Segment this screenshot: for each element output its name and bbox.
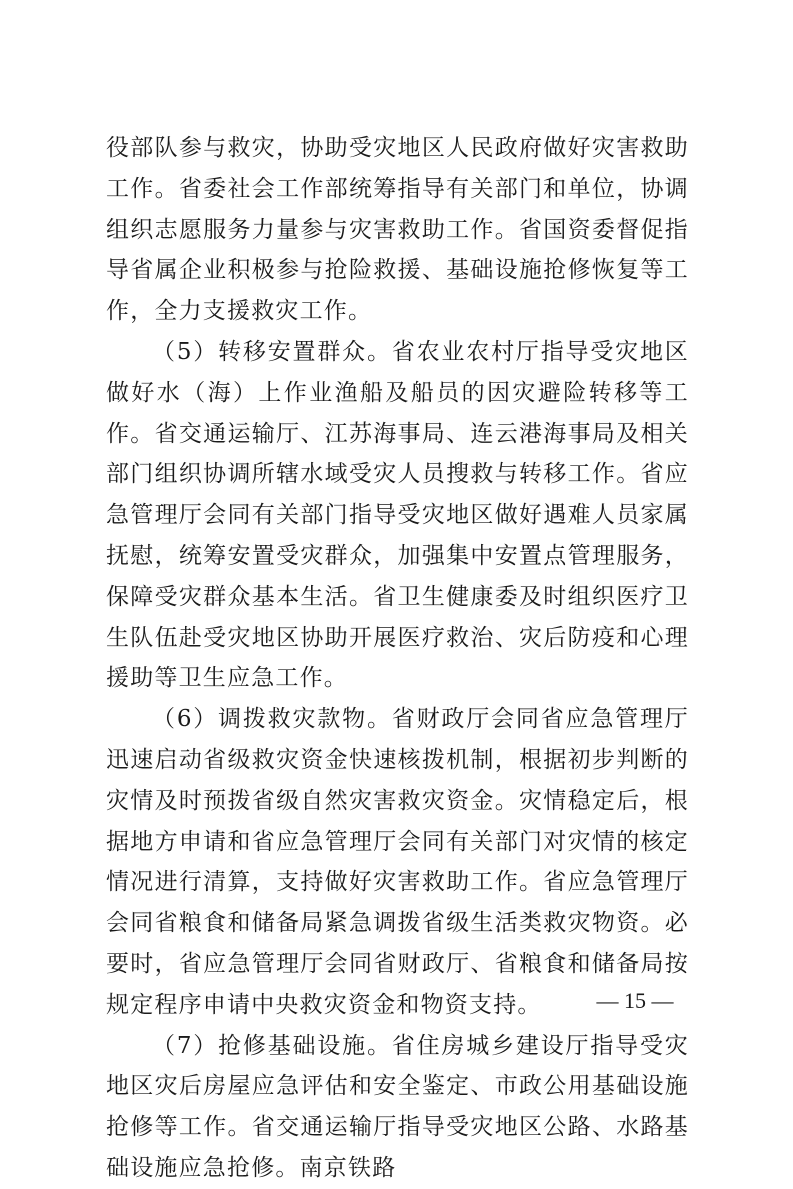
- paragraph-repair-infrastructure: （7）抢修基础设施。省住房城乡建设厅指导受灾地区灾后房屋应急评估和安全鉴定、市政公用基础设施抢修等工作。省交通运输厅指导受灾地区公路、水路基础设施应急抢修。南京铁路: [106, 1032, 689, 1181]
- paragraph-continued: 役部队参与救灾，协助受灾地区人民政府做好灾害救助工作。省委社会工作部统筹指导有关部门和单位，协调组织志愿服务力量参与灾害救助工作。省国资委督促指导省属企业积极参与抢险救援、基础设施抢修恢复等工作，全力支援救灾工作。: [106, 135, 689, 325]
- paragraph-allocate-funds: （6）调拨救灾款物。省财政厅会同省应急管理厅迅速启动省级救灾资金快速核拨机制，根据初步判断的灾情及时预拨省级自然灾害救灾资金。灾情稳定后，根据地方申请和省应急管理厅会同有关部门对灾情的核定情况进行清算，支持做好灾害救助工作。省应急管理厅会同省粮食和储备局紧急调拨省级生活类救灾物资。必要时，省应急管理厅会同省财政厅、省粮食和储备局按规定程序申请中央救灾资金和物资支持。: [106, 706, 689, 1018]
- page-number: — 15 —: [596, 988, 674, 1013]
- body-text: [106, 128, 689, 1189]
- paragraph-transfer-resettle: （5）转移安置群众。省农业农村厅指导受灾地区做好水（海）上作业渔船及船员的因灾避险转移等工作。省交通运输厅、江苏海事局、连云港海事局及相关部门组织协调所辖水域受灾人员搜救与转移工作。省应急管理厅会同有关部门指导受灾地区做好遇难人员家属抚慰，统筹安置受灾群众，加强集中安置点管理服务，保障受灾群众基本生活。省卫生健康委及时组织医疗卫生队伍赴受灾地区协助开展医疗救治、灾后防疫和心理援助等卫生应急工作。: [106, 338, 689, 692]
